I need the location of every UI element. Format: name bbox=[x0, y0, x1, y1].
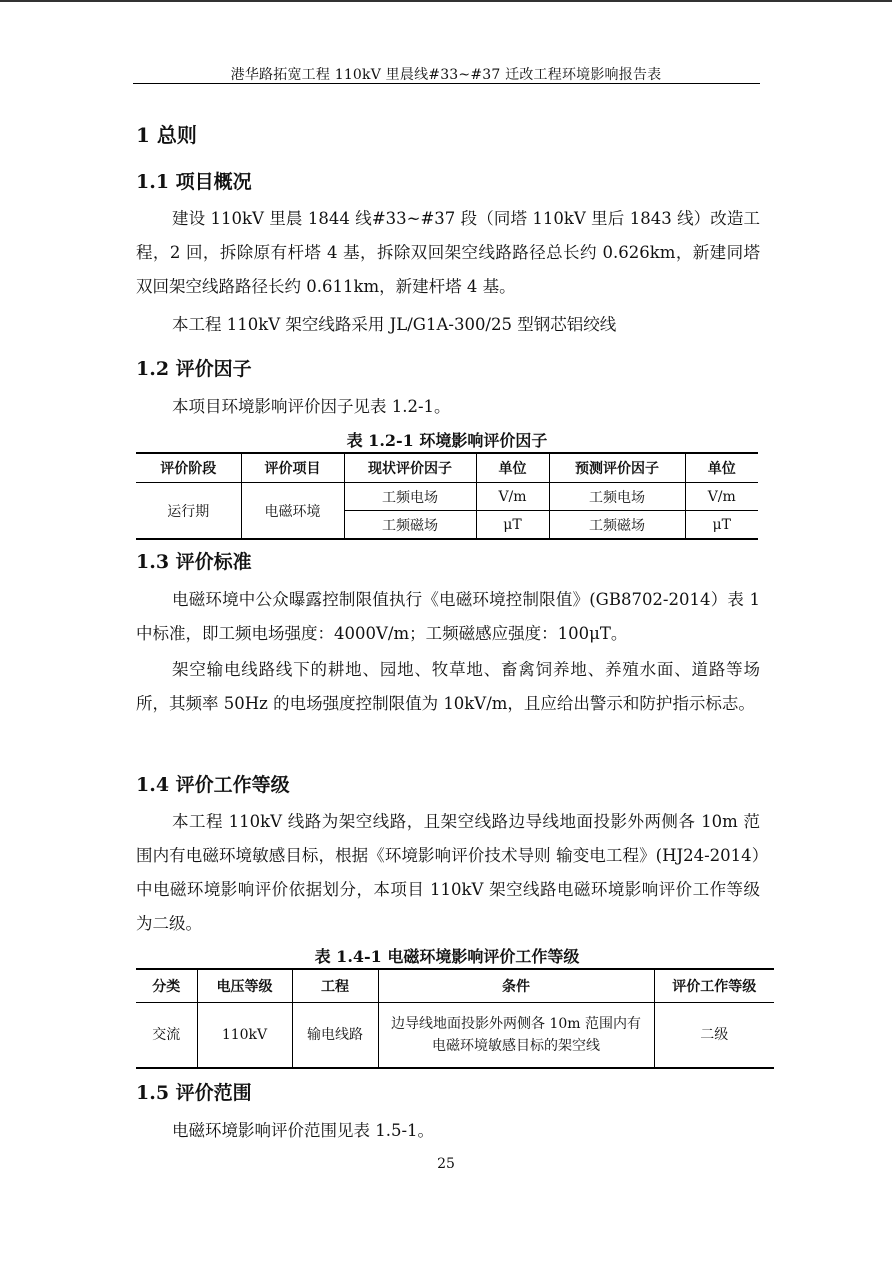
table-1-2-1 bbox=[136, 452, 758, 540]
heading-1-3: 1.3 评价标准 bbox=[136, 551, 252, 573]
paragraph-factors: 本项目环境影响评价因子见表 1.2-1。 bbox=[172, 397, 451, 416]
heading-1-2: 1.2 评价因子 bbox=[136, 358, 252, 380]
table-cell-project: 输电线路 bbox=[292, 1003, 378, 1069]
table-cell-condition bbox=[378, 1003, 654, 1069]
heading-1-1: 1.1 项目概况 bbox=[136, 171, 252, 193]
paragraph-scope: 电磁环境影响评价范围见表 1.5-1。 bbox=[172, 1121, 435, 1140]
paragraph-farmland-limits: 架空输电线路线下的耕地、园地、牧草地、畜禽饲养地、养殖水面、道路等场所，其频率 50Hz 的电场强度控制限值为 10kV/m，且应给出警示和防护指示标志。 bbox=[136, 660, 760, 713]
table-row bbox=[136, 1003, 774, 1069]
condition-line-1: 边导线地面投影外两侧各 10m 范围内有 bbox=[391, 1016, 641, 1032]
table-cell-stage: 运行期 bbox=[167, 503, 210, 520]
table-cell: 工频电场 bbox=[344, 483, 476, 511]
table-cell-item: 电磁环境 bbox=[241, 483, 344, 540]
page-number: 25 bbox=[437, 1156, 455, 1172]
table-1-2-1-caption: 表 1.2-1 环境影响评价因子 bbox=[346, 431, 548, 450]
paragraph-standard-limits: 电磁环境中公众曝露控制限值执行《电磁环境控制限值》(GB8702-2014）表 1 中标准，即工频电场强度：4000V/m；工频磁感应强度：100μT。 bbox=[136, 590, 760, 643]
table-header-cell: 工程 bbox=[292, 969, 378, 1003]
table-header-cell: 电压等级 bbox=[197, 969, 292, 1003]
header-rule bbox=[133, 83, 760, 84]
table-header-cell: 现状评价因子 bbox=[344, 453, 476, 483]
paragraph-conductor: 本工程 110kV 架空线路采用 JL/G1A-300/25 型钢芯铝绞线 bbox=[172, 315, 617, 334]
table-cell-category: 交流 bbox=[152, 1027, 181, 1043]
table-header-cell: 条件 bbox=[378, 969, 654, 1003]
running-header: 港华路拓宽工程 110kV 里晨线#33~#37 迁改工程环境影响报告表 bbox=[230, 67, 662, 83]
table-1-4-1 bbox=[136, 968, 774, 1069]
paragraph-project-overview: 建设 110kV 里晨 1844 线#33~#37 段（同塔 110kV 里后 1843 线）改造工程，2 回，拆除原有杆塔 4 基，拆除双回架空线路路径总长约 0.626km，新建同塔双回架空线路路径长约 0.611km，新建杆塔 4 基。 bbox=[136, 209, 760, 296]
table-row bbox=[136, 483, 758, 511]
table-header-cell: 评价项目 bbox=[241, 453, 344, 483]
table-cell: 工频电场 bbox=[549, 483, 685, 511]
table-cell: 工频磁场 bbox=[344, 511, 476, 540]
table-header-cell: 分类 bbox=[136, 969, 197, 1003]
table-cell: 工频磁场 bbox=[549, 511, 685, 540]
table-cell: V/m bbox=[476, 483, 549, 511]
table-cell-voltage: 110kV bbox=[197, 1003, 292, 1069]
paragraph-work-grade: 本工程 110kV 线路为架空线路，且架空线路边导线地面投影外两侧各 10m 范围内有电磁环境敏感目标，根据《环境影响评价技术导则 输变电工程》(HJ24-2014）中电磁环境影响评价依据划分，本项目 110kV 架空线路电磁环境影响评价工作等级为二级。 bbox=[136, 812, 760, 933]
table-cell: μT bbox=[685, 511, 758, 540]
table-cell: μT bbox=[476, 511, 549, 540]
table-header-cell: 评价工作等级 bbox=[654, 969, 774, 1003]
heading-1: 1 总则 bbox=[136, 123, 197, 147]
table-header-cell: 预测评价因子 bbox=[549, 453, 685, 483]
table-header-row bbox=[136, 453, 758, 483]
table-cell-grade: 二级 bbox=[654, 1003, 774, 1069]
table-1-4-1-caption: 表 1.4-1 电磁环境影响评价工作等级 bbox=[314, 947, 580, 966]
table-header-cell: 评价阶段 bbox=[136, 453, 241, 483]
table-cell: V/m bbox=[685, 483, 758, 511]
table-header-row bbox=[136, 969, 774, 1003]
condition-line-2: 电磁环境敏感目标的架空线 bbox=[432, 1038, 600, 1054]
table-header-cell: 单位 bbox=[476, 453, 549, 483]
page-top-border bbox=[0, 0, 892, 2]
heading-1-5: 1.5 评价范围 bbox=[136, 1082, 252, 1104]
table-header-cell: 单位 bbox=[685, 453, 758, 483]
heading-1-4: 1.4 评价工作等级 bbox=[136, 774, 290, 796]
